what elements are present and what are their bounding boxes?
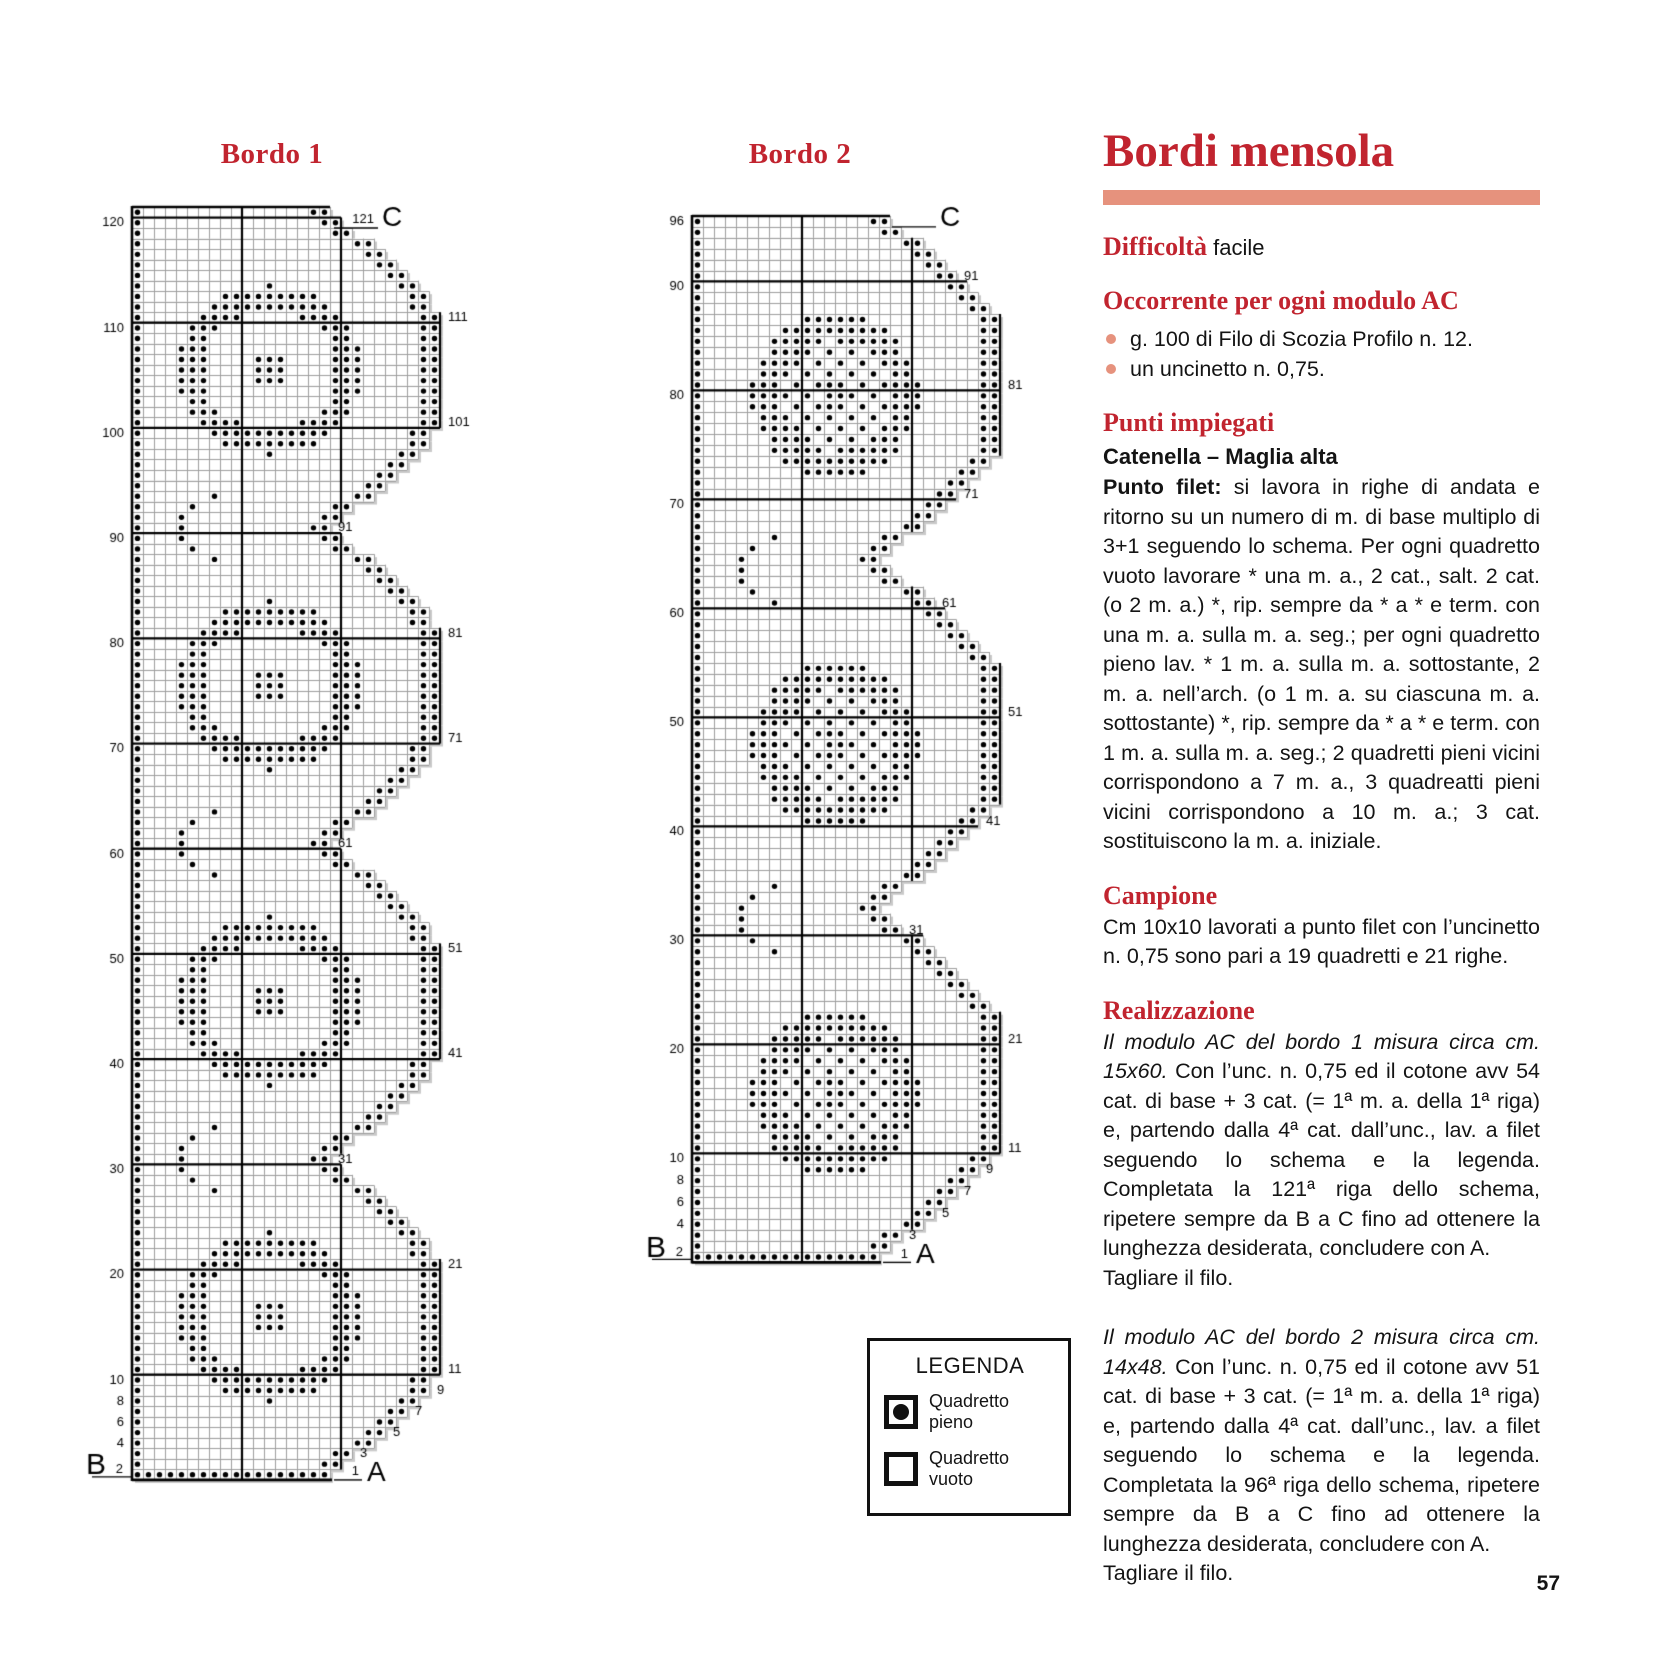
section-occorrente bbox=[1103, 286, 1540, 384]
stitches-line: Catenella – Maglia alta bbox=[1103, 444, 1338, 469]
legend-label: Quadretto vuoto bbox=[929, 1448, 1010, 1489]
realizzazione-paragraph-2 bbox=[1103, 1323, 1540, 1589]
page-title: Bordi mensola bbox=[1103, 125, 1395, 177]
campione-body: Cm 10x10 lavorati a punto filet con l’uncinetto n. 0,75 sono pari a 19 quadretti e 21 righe. bbox=[1103, 914, 1540, 968]
difficulty-value: facile bbox=[1213, 235, 1265, 260]
material-item: g. 100 di Filo di Scozia Profilo n. 12. bbox=[1103, 324, 1540, 354]
title-rule bbox=[1103, 190, 1540, 205]
realizzazione-heading: Realizzazione bbox=[1103, 995, 1255, 1025]
difficulty-row bbox=[1103, 232, 1540, 262]
punto-filet-paragraph bbox=[1103, 473, 1540, 857]
section-realizzazione bbox=[1103, 996, 1540, 1589]
legend-box bbox=[867, 1338, 1071, 1516]
filled-square-icon bbox=[884, 1395, 918, 1429]
legend-item-empty-square bbox=[884, 1448, 1056, 1490]
modulo-2-intro: Il modulo AC del bordo 2 misura circa cm. 14x48. bbox=[1103, 1325, 1540, 1379]
punto-filet-lead: Punto filet: bbox=[1103, 475, 1222, 499]
modulo-1-intro: Il modulo AC del bordo 1 misura circa cm. 15x60. bbox=[1103, 1029, 1540, 1083]
article-column bbox=[1103, 126, 1540, 1589]
bordo2-filet-chart bbox=[620, 190, 1040, 1300]
section-campione bbox=[1103, 881, 1540, 972]
realizzazione-paragraph-1 bbox=[1103, 1028, 1540, 1294]
legend-title: LEGENDA bbox=[915, 1353, 1025, 1378]
bordo1-title: Bordo 1 bbox=[220, 138, 324, 170]
bordo2-title: Bordo 2 bbox=[748, 138, 852, 170]
modulo-1-body: Con l’unc. n. 0,75 ed il cotone avv 54 cat. di base + 3 cat. (= 1ª m. a. della 1ª riga) e, partendo dalla 4ª cat. dall’unc., lav. a filet seguendo lo schema e la legenda. Completata la 121ª riga dello schema, ripetere sempre da B a C fino ad ottenere la lunghezza desiderata, concludere con A. bbox=[1103, 1059, 1540, 1260]
modulo-1-footer: Tagliare il filo. bbox=[1103, 1265, 1234, 1290]
filled-square-dot bbox=[893, 1404, 909, 1420]
bordo1-filet-chart bbox=[60, 190, 480, 1520]
campione-heading: Campione bbox=[1103, 880, 1218, 910]
punto-filet-body: si lavora in righe di andata e ritorno su un numero di m. di base multiplo di 3+1 seguendo lo schema. Per ogni quadretto vuoto lavorare * una m. a., 2 cat., salt. 2 cat. (o 2 m. a.) *, rip. sempre da * a * e term. con una m. a. sulla m. a. seg.; per ogni quadretto pieno lav. * 1 m. a. sulla m. a. sottostante, 2 m. a. nell’arch. (o 1 m. a. su ciascuna m. a. sottostante) *, rip. sempre da * a * e term. con 1 m. a. sulla m. a. seg.; 2 quadretti pieni vicini corrispondono a 7 m. a., 3 quadreatti pieni vicini corrispondono a 10 m. a.; 3 cat. sostituiscono la m. a. iniziale. bbox=[1103, 475, 1540, 853]
section-punti bbox=[1103, 408, 1540, 857]
material-item: un uncinetto n. 0,75. bbox=[1103, 354, 1540, 384]
materials-list bbox=[1103, 324, 1540, 384]
legend-label: Quadretto pieno bbox=[929, 1391, 1010, 1432]
punti-heading: Punti impiegati bbox=[1103, 408, 1275, 437]
legend-item-full-square bbox=[884, 1391, 1056, 1433]
empty-square-icon bbox=[884, 1452, 918, 1486]
modulo-2-body: Con l’unc. n. 0,75 ed il cotone avv 51 cat. di base + 3 cat. (= 1ª m. a. della 1ª riga) e, partendo dalla 4ª cat. dall’unc., lav. a filet seguendo lo schema e la legenda. Completata la 96ª riga dello schema, ripetere sempre da B a C fino ad ottenere la lunghezza desiderata, concludere con A. bbox=[1103, 1354, 1540, 1556]
page-number: 57 bbox=[1536, 1572, 1560, 1595]
modulo-2-footer: Tagliare il filo. bbox=[1103, 1561, 1234, 1585]
occorrente-heading: Occorrente per ogni modulo AC bbox=[1103, 286, 1459, 315]
difficulty-label: Difficoltà bbox=[1103, 232, 1207, 261]
